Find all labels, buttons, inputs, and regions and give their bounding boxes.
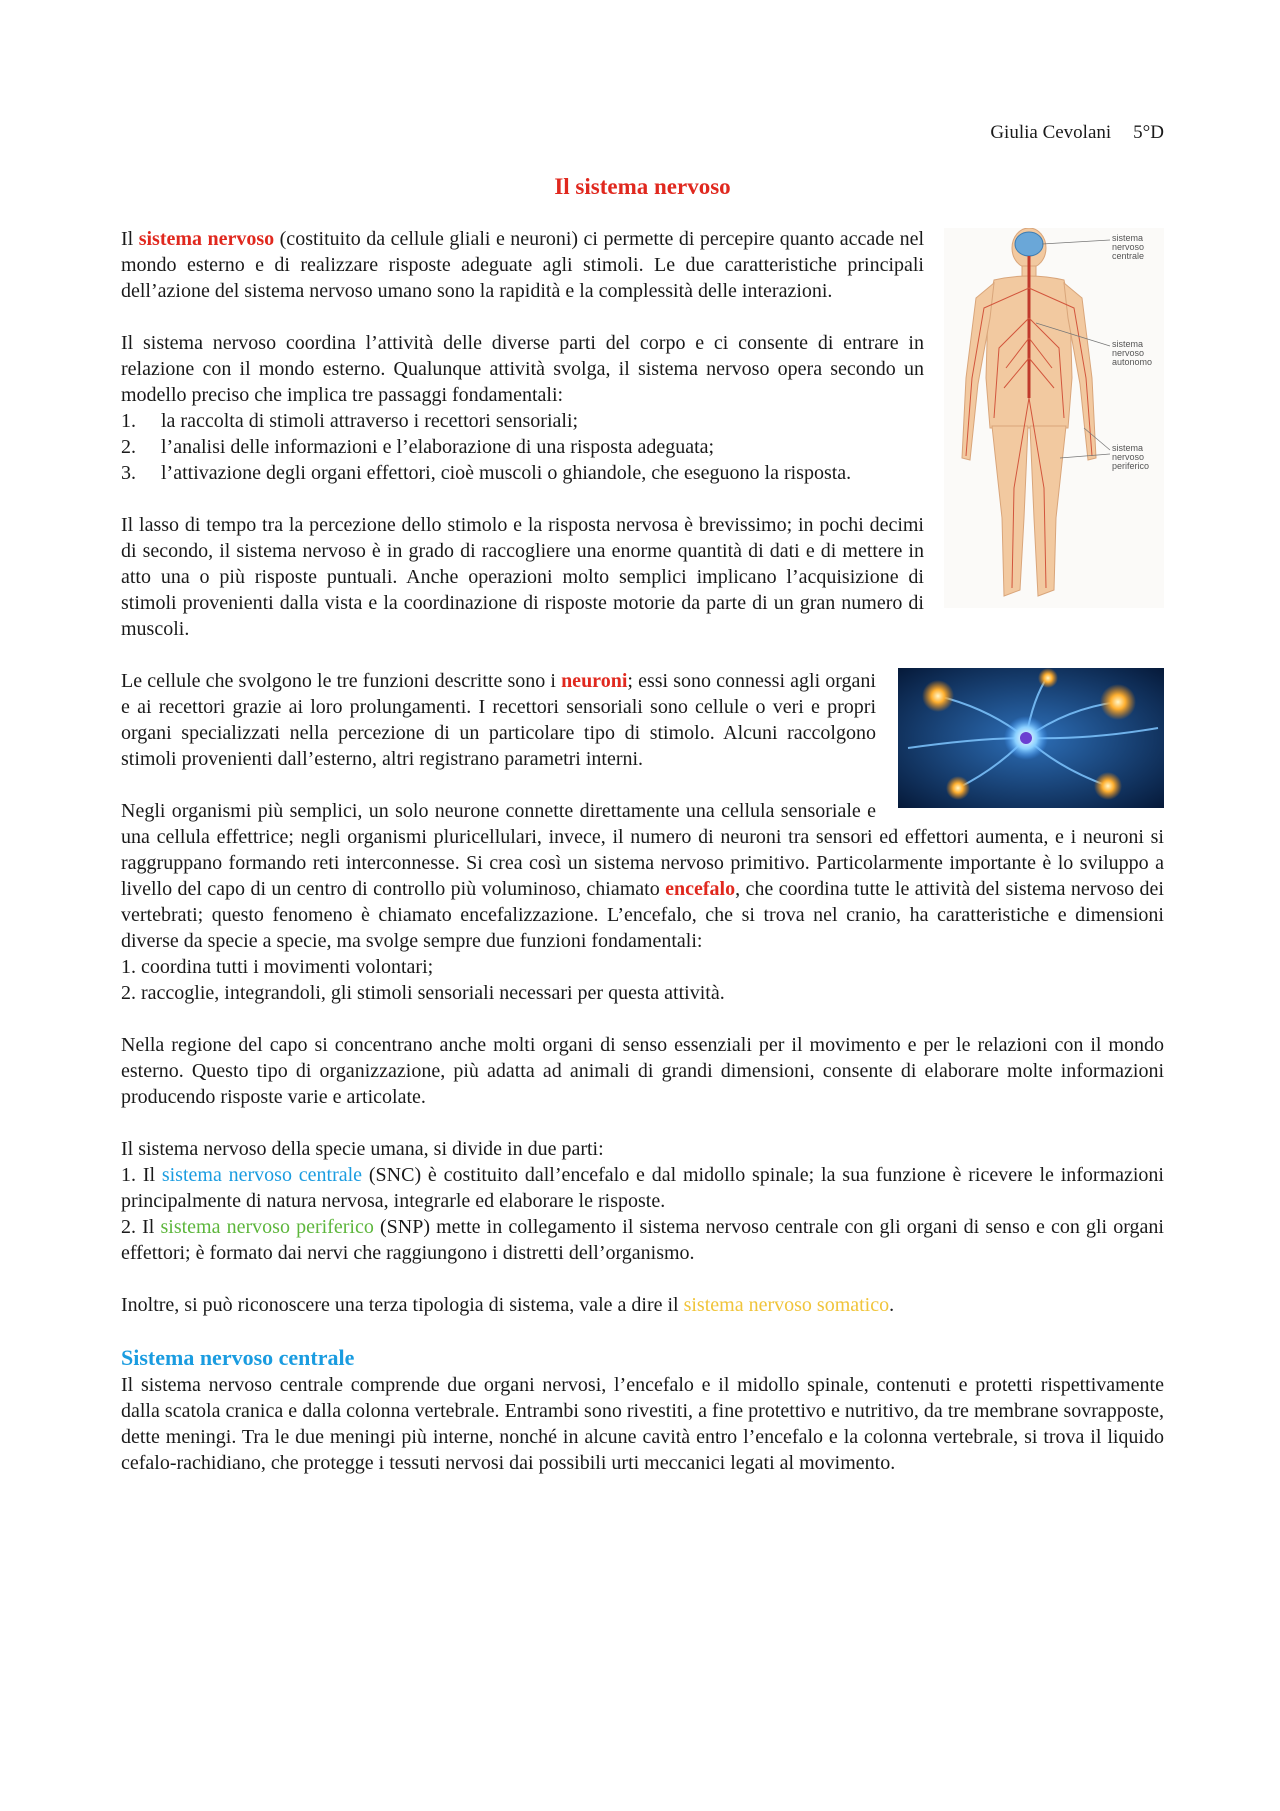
text: Il sistema nervoso coordina l’attività delle diverse parti del corpo e ci consente di entrare in relazione con il mondo esterno. Qualunque attività svolga, il sistema nervoso opera secondo un modello preciso che implica tre passaggi fondamentali: [121,332,924,406]
term-somatic: sistema nervoso somatico [683,1294,890,1316]
text: Il lasso di tempo tra la percezione dello stimolo e la risposta nervosa è brevissimo; in pochi decimi di secondo, il sistema nervoso è in grado di raccogliere una enorme quantità di dati e di mettere in atto una o più risposte puntuali. Anche operazioni molto semplici implicano l’acquisizione di stimoli provenienti dalla vista e la coordinazione di risposte motorie da parte di un gran numero di muscoli. [121,514,924,640]
term-sistema-nervoso: sistema nervoso [138,228,275,250]
label-line: nervoso [1112,348,1145,358]
division-paragraph [121,1136,1164,1266]
neuron-image [898,668,1164,808]
page-header [121,120,1164,146]
snc-item [121,1162,1164,1214]
list-item [121,434,1164,460]
section-text: Il sistema nervoso centrale comprende due organi nervosi, l’encefalo e il midollo spinale, contenuti e protetti rispettivamente dalla scatola cranica e dalla colonna vertebrale. Entrambi sono rivestiti, a fine protettivo e nutritivo, da tre membrane sovrapposte, dette meningi. Tra le due meningi più interne, nonché in alcune cavità entro l’encefalo e la colonna vertebrale, si trova il liquido cefalo-rachidiano, che protegge i tessuti nervosi dai possibili urti meccanici legati al movimento. [121,1374,1164,1474]
evolution-paragraph [121,798,1164,1006]
text: Il [121,228,139,250]
snp-item [121,1214,1164,1266]
label-line: sistema [1112,339,1144,349]
term-snp: sistema nervoso periferico [160,1216,374,1238]
text: (SNC) è costituito dall’encefalo e dal midollo spinale; la sua funzione è ricevere le informazioni principalmente di natura nervosa, integrarle ed elaborare le risposte. [121,1164,1164,1212]
label-line: nervoso [1112,452,1145,462]
third-type-paragraph [121,1292,1164,1318]
list-item [121,408,1164,434]
text: (costituito da cellule gliali e neuroni) ci permette di percepire quanto accade nel mondo esterno e di realizzare risposte adeguate agli stimoli. Le due caratteristiche principali dell’azione del sistema nervoso umano sono la rapidità e la complessità delle interazioni. [121,228,925,302]
label-line: autonomo [1112,357,1153,367]
page-title: Il sistema nervoso [554,174,731,199]
text: (SNP) mette in collegamento il sistema nervoso centrale con gli organi di senso e con gli organi effettori; è formato dai nervi che raggiungono i distretti dell’organismo. [121,1216,1164,1264]
section-title: Sistema nervoso centrale [121,1345,355,1370]
label-line: sistema [1112,233,1144,243]
functions-list [121,954,1164,1006]
text: Nella regione del capo si concentrano anche molti organi di senso essenziali per il movimento e per le relazioni con il mondo esterno. Questo tipo di organizzazione, più adatta ad animali di grandi dimensioni, consente di elaborare molte informazioni producendo risposte varie e articolate. [121,1034,1164,1108]
steps-list [121,408,1164,486]
head-paragraph [121,1032,1164,1110]
list-text: l’attivazione degli organi effettori, cioè muscoli o ghiandole, che eseguono la risposta. [161,462,852,484]
label-line: periferico [1112,461,1150,471]
text: Inoltre, si può riconoscere una terza tipologia di sistema, vale a dire il [121,1294,684,1316]
list-item [121,460,1164,486]
list-number: 3. [121,462,136,484]
neuron-illustration [898,668,1164,808]
author-name: Giulia Cevolani [990,122,1112,143]
list-text: la raccolta di stimoli attraverso i recettori sensoriali; [161,410,579,432]
text: 2. Il [121,1216,161,1238]
label-autonomic-ns [1112,340,1152,367]
text: Negli organismi più semplici, un solo neurone connette direttamente una cellula sensoriale e una cellula effettrice; negli organismi pluricellulari, invece, il numero di neuroni tra sensori ed effettori aumenta, e i neuroni si raggruppano formando reti interconnesse. Si crea così un sistema nervoso primitivo. Particolarmente importante è lo sviluppo a livello del capo di un centro di controllo più voluminoso, chiamato [121,800,1164,900]
class-label: 5°D [1133,122,1164,143]
list-item: 1. coordina tutti i movimenti volontari; [121,956,434,978]
text: . [889,1294,895,1316]
text: Le cellule che svolgono le tre funzioni descritte sono i [121,670,562,692]
list-number: 1. [121,410,136,432]
term-snc: sistema nervoso centrale [161,1164,363,1186]
list-number: 2. [121,436,136,458]
term-encefalo: encefalo [665,878,736,900]
list-item: 2. raccoglie, integrandoli, gli stimoli sensoriali necessari per questa attività. [121,982,725,1004]
text: ; essi sono connessi agli organi e ai recettori grazie ai loro prolungamenti. I recettori sensoriali sono cellule o veri e propri organi specializzati nella percezione di un particolare tipo di stimolo. Alcuni raccolgono stimoli provenienti dall’esterno, altri registrano parametri interni. [121,670,876,770]
term-neuroni: neuroni [561,670,628,692]
section-central-ns [121,1344,1164,1476]
label-line: centrale [1112,251,1145,261]
label-central-ns [1112,234,1144,261]
label-line: nervoso [1112,242,1145,252]
text: 1. Il [121,1164,162,1186]
text: , che coordina tutte le attività del sistema nervoso dei vertebrati; questo fenomeno è chiamato encefalizzazione. L’encefalo, che si trova nel cranio, ha caratteristiche e dimensioni diverse da specie a specie, ma svolge sempre due funzioni fondamentali: [121,878,1164,952]
text: Il sistema nervoso della specie umana, si divide in due parti: [121,1138,604,1160]
label-line: sistema [1112,443,1144,453]
list-text: l’analisi delle informazioni e l’elaborazione di una risposta adeguata; [161,436,715,458]
